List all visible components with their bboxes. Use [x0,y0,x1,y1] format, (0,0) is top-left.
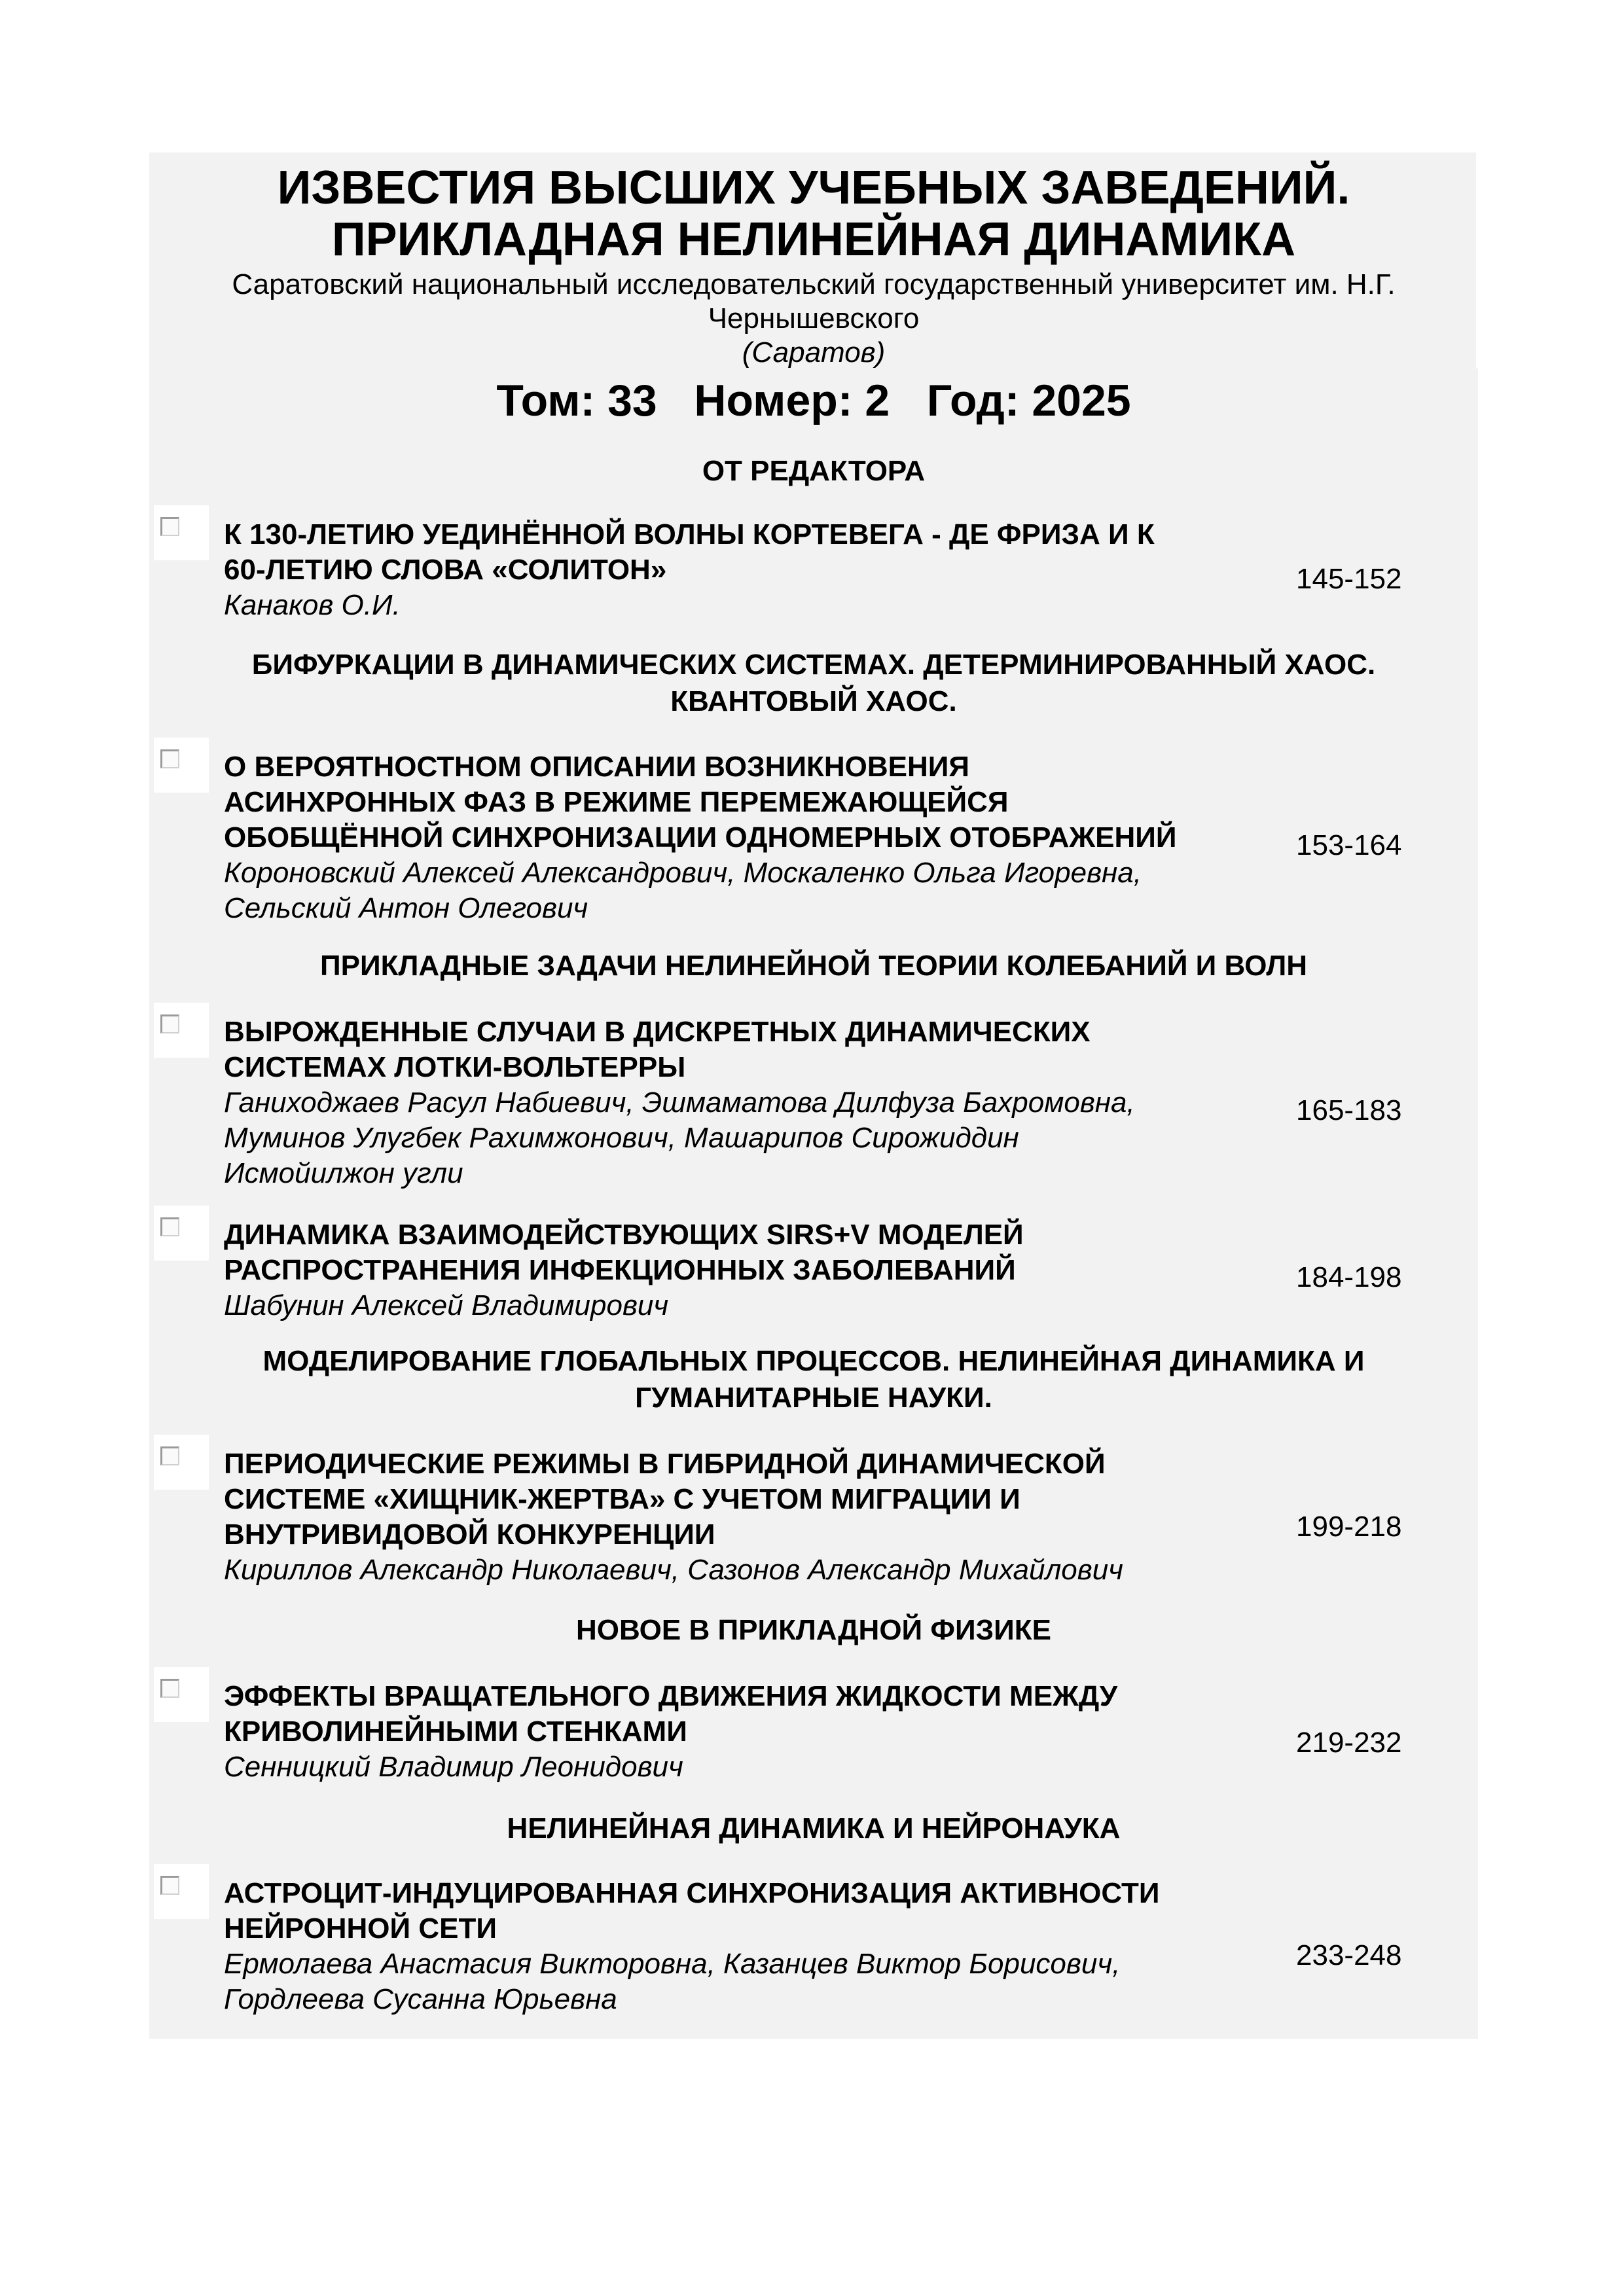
issue-info: Том: 33 Номер: 2 Год: 2025 [496,376,1131,425]
article-checkbox[interactable] [154,1435,209,1490]
article-pages: 145-152 [1296,563,1402,595]
article-authors: Ганиходжаев Расул Набиевич, Эшмаматова Дилфуза Бахромовна, [224,1086,1135,1119]
article-authors: Гордлеева Сусанна Юрьевна [224,1983,617,2015]
article-checkbox[interactable] [154,505,209,560]
article-title[interactable]: ОБОБЩЁННОЙ СИНХРОНИЗАЦИИ ОДНОМЕРНЫХ ОТОБРАЖЕНИЙ [224,821,1177,853]
article-title[interactable]: ЭФФЕКТЫ ВРАЩАТЕЛЬНОГО ДВИЖЕНИЯ ЖИДКОСТИ МЕЖДУ [224,1680,1118,1712]
article-checkbox[interactable] [154,1206,209,1261]
article-authors: Канаков О.И. [224,589,401,621]
section-heading: ОТ РЕДАКТОРА [702,455,926,487]
journal-title-line2: ПРИКЛАДНАЯ НЕЛИНЕЙНАЯ ДИНАМИКА [331,213,1296,266]
publisher-line2: Чернышевского [708,302,920,334]
article-authors: Муминов Улугбек Рахимжонович, Машарипов Сирожиддин [224,1122,1019,1154]
article-pages: 184-198 [1296,1261,1402,1293]
checkbox-icon [160,1876,179,1895]
article-authors: Сенницкий Владимир Леонидович [224,1751,683,1783]
checkbox-icon [160,1217,179,1236]
article-checkbox[interactable] [154,738,209,793]
article-title[interactable]: ДИНАМИКА ВЗАИМОДЕЙСТВУЮЩИХ SIRS+V МОДЕЛЕЙ [224,1219,1024,1251]
section-heading: БИФУРКАЦИИ В ДИНАМИЧЕСКИХ СИСТЕМАХ. ДЕТЕРМИНИРОВАННЫЙ ХАОС. [251,649,1376,681]
checkbox-icon [160,1679,179,1698]
article-title[interactable]: К 130-ЛЕТИЮ УЕДИНЁННОЙ ВОЛНЫ КОРТЕВЕГА - ДЕ ФРИЗА И К [224,518,1155,550]
article-title[interactable]: ПЕРИОДИЧЕСКИЕ РЕЖИМЫ В ГИБРИДНОЙ ДИНАМИЧЕСКОЙ [224,1448,1106,1480]
article-checkbox[interactable] [154,1667,209,1722]
article-pages: 165-183 [1296,1094,1402,1126]
checkbox-icon [160,749,179,768]
article-title[interactable]: РАСПРОСТРАНЕНИЯ ИНФЕКЦИОННЫХ ЗАБОЛЕВАНИЙ [224,1254,1016,1286]
section-heading: ГУМАНИТАРНЫЕ НАУКИ. [635,1382,992,1414]
article-authors: Сельский Антон Олегович [224,892,588,924]
article-pages: 199-218 [1296,1511,1402,1543]
section-heading: КВАНТОВЫЙ ХАОС. [670,685,957,717]
checkbox-icon [160,517,179,536]
section-heading: НЕЛИНЕЙНАЯ ДИНАМИКА И НЕЙРОНАУКА [507,1812,1121,1844]
article-pages: 153-164 [1296,829,1402,861]
article-title[interactable]: 60-ЛЕТИЮ СЛОВА «СОЛИТОН» [224,554,667,586]
article-title[interactable]: О ВЕРОЯТНОСТНОМ ОПИСАНИИ ВОЗНИКНОВЕНИЯ [224,751,969,783]
checkbox-icon [160,1014,179,1033]
article-checkbox[interactable] [154,1864,209,1919]
article-title[interactable]: АСИНХРОННЫХ ФАЗ В РЕЖИМЕ ПЕРЕМЕЖАЮЩЕЙСЯ [224,786,1009,818]
article-title[interactable]: КРИВОЛИНЕЙНЫМИ СТЕНКАМИ [224,1715,687,1748]
article-title[interactable]: СИСТЕМЕ «ХИЩНИК-ЖЕРТВА» С УЧЕТОМ МИГРАЦИИ И [224,1483,1020,1515]
publisher-line1: Саратовский национальный исследовательский государственный университет им. Н.Г. [232,268,1396,300]
publisher-city: (Саратов) [742,336,886,368]
section-heading: НОВОЕ В ПРИКЛАДНОЙ ФИЗИКЕ [576,1614,1051,1646]
section-heading: МОДЕЛИРОВАНИЕ ГЛОБАЛЬНЫХ ПРОЦЕССОВ. НЕЛИНЕЙНАЯ ДИНАМИКА И [262,1345,1365,1377]
section-heading: ПРИКЛАДНЫЕ ЗАДАЧИ НЕЛИНЕЙНОЙ ТЕОРИИ КОЛЕБАНИЙ И ВОЛН [320,950,1307,982]
article-title[interactable]: ВЫРОЖДЕННЫЕ СЛУЧАИ В ДИСКРЕТНЫХ ДИНАМИЧЕСКИХ [224,1016,1091,1048]
article-authors: Исмойилжон угли [224,1157,463,1189]
article-authors: Ермолаева Анастасия Викторовна, Казанцев Виктор Борисович, [224,1948,1121,1980]
article-authors: Кириллов Александр Николаевич, Сазонов Александр Михайлович [224,1554,1123,1586]
checkbox-icon [160,1446,179,1465]
journal-title-line1: ИЗВЕСТИЯ ВЫСШИХ УЧЕБНЫХ ЗАВЕДЕНИЙ. [277,162,1350,214]
article-checkbox[interactable] [154,1003,209,1058]
article-title[interactable]: ВНУТРИВИДОВОЙ КОНКУРЕНЦИИ [224,1518,715,1551]
article-title[interactable]: АСТРОЦИТ-ИНДУЦИРОВАННАЯ СИНХРОНИЗАЦИЯ АКТИВНОСТИ [224,1877,1160,1909]
article-pages: 233-248 [1296,1939,1402,1971]
article-pages: 219-232 [1296,1727,1402,1759]
article-title[interactable]: НЕЙРОННОЙ СЕТИ [224,1912,497,1945]
article-title[interactable]: СИСТЕМАХ ЛОТКИ-ВОЛЬТЕРРЫ [224,1051,686,1083]
article-authors: Короновский Алексей Александрович, Москаленко Ольга Игоревна, [224,857,1142,889]
article-authors: Шабунин Алексей Владимирович [224,1289,669,1321]
